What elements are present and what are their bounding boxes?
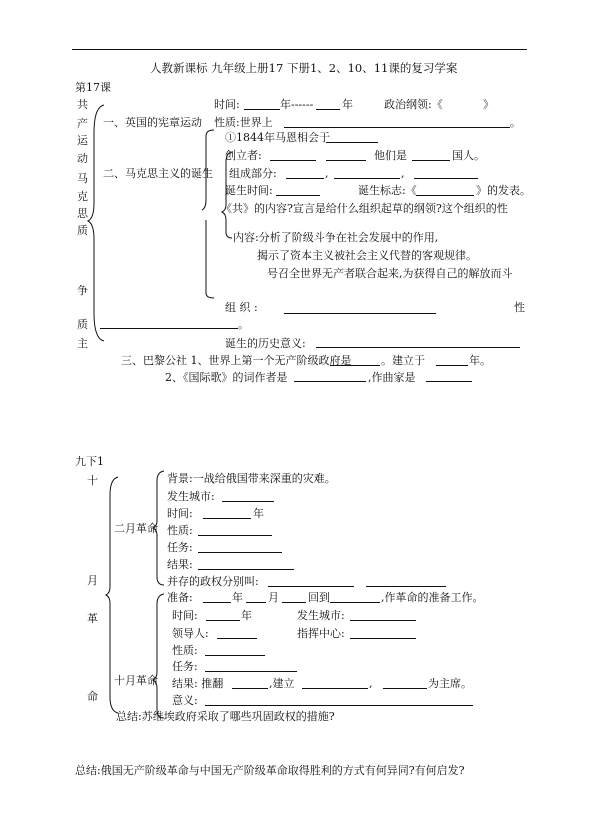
feb-task: 任务: [167,541,193,554]
feb-city-blank[interactable] [222,501,274,502]
vertical-char: 共 [77,98,88,111]
page-title: 人教新课标 九年级上册17 下册1、2、10、11课的复习学案 [150,61,458,75]
item2-org-blank[interactable] [284,313,436,314]
item2-birth-mark-blank[interactable] [416,195,474,196]
vertical-char: 质 [77,224,88,237]
item4-label: 2、《国际歌》的词作者是 [165,371,288,384]
item1-program-close: 》 [483,98,494,111]
item3-year-blank[interactable] [436,365,468,366]
oct-prep-day-blank[interactable] [282,602,306,603]
item4-lyricist-blank[interactable] [294,381,366,382]
oct-command-blank[interactable] [350,638,416,639]
item1-program-label: 政治纲领:《 [384,98,443,111]
feb-background: 背景:一战给俄国带来深重的灾难。 [167,472,336,485]
vertical-char: 月 [87,574,98,587]
feb-nature-blank[interactable] [198,535,272,536]
oct-nature-blank[interactable] [205,655,265,656]
header-rule [72,49,527,50]
vertical-char: 马 [77,172,88,185]
item1-nature-blank[interactable] [284,127,510,128]
vertical-char: 命 [87,690,98,703]
feb-result-blank[interactable] [198,569,294,570]
oct-leader: 领导人: [172,627,209,640]
oct-leader-blank[interactable] [217,638,257,639]
item4-composer-blank[interactable] [426,381,472,382]
brace-lesson17 [88,103,108,343]
item3-label: 三、巴黎公社 1、世界上第一个无产阶级政府是 [121,354,352,367]
lesson-down1-heading: 九下1 [75,455,104,468]
item2-comma1: , [325,167,329,180]
final-summary: 总结:俄国无产阶级革命与中国无产阶级革命取得胜利的方式有何异同?有何启发? [75,764,465,777]
oct-return: 回到 [308,591,330,604]
item1-time-label: 时间: [214,98,240,111]
feb-power2-blank[interactable] [366,586,446,587]
item2-significance-blank[interactable] [316,347,520,348]
item2-parts: 组成部分: [229,167,277,180]
vertical-char: 产 [77,117,88,130]
oct-time-blank[interactable] [206,620,240,621]
feb-year: 年 [253,507,264,520]
item2-comma2: , [401,167,405,180]
oct-establish-blank[interactable] [302,688,368,689]
oct-result: 结果: 推翻 [172,677,224,690]
item2-publish: 》的发表。 [476,184,531,197]
vertical-char: 动 [77,152,88,165]
item2-founders: 创立者: [225,149,262,162]
feb-dual-power: 并存的政权分别叫: [167,575,259,588]
oct-overthrow-blank[interactable] [232,688,268,689]
vertical-char: 运 [77,134,88,147]
vertical-char: 主 [77,337,88,350]
vertical-char: 争 [77,284,88,297]
oct-nature: 性质: [172,644,198,657]
vertical-char: 思 [77,207,88,220]
item2-they-are: 他们是 [374,149,407,162]
feb-task-blank[interactable] [198,552,282,553]
item4-composer: ,作曲家是 [368,371,416,384]
oct-prep-month-blank[interactable] [246,602,266,603]
feb-time-blank[interactable] [203,518,251,519]
oct-prep-year: 年 [232,591,243,604]
vertical-char: 质 [77,318,88,331]
oct-label: 十月革命 [114,674,158,687]
oct-prep-end: ,作革命的准备工作。 [381,591,484,604]
item2-nationality: 国人。 [452,149,485,162]
oct-chairman: 为主席。 [428,677,472,690]
vertical-char: 革 [87,612,98,625]
feb-label: 二月革命 [114,522,158,535]
item2-founder2-blank[interactable] [326,160,366,161]
item2-org-nature: 性 [514,301,525,314]
item2-content-question: 《共》的内容?宣言是给什么组织起草的纲领?这个组织的性 [221,202,508,215]
feb-result: 结果: [167,558,193,571]
vertical-char: 克 [77,190,88,203]
item2-birth-mark: 诞生标志:《 [358,184,417,197]
oct-prep-month: 月 [268,591,279,604]
vertical-char: 十 [87,474,98,487]
oct-time-year: 年 [241,609,252,622]
oct-return-blank[interactable] [330,602,380,603]
oct-meaning-blank[interactable] [205,705,473,706]
oct-comma: , [369,677,373,690]
feb-power1-blank[interactable] [268,586,354,587]
item2-meet: ①1844年马恩相会于 [225,131,330,144]
oct-prep: 准备: [167,591,193,604]
feb-city: 发生城市: [167,490,215,503]
item2-nature-blank[interactable] [100,328,238,329]
oct-city-blank[interactable] [350,620,416,621]
vertical-label: 二、马克思主义的诞生 [103,167,213,180]
item2-part3-blank[interactable] [414,178,478,179]
brace-oct [152,592,166,720]
item1-period: 。 [510,116,521,129]
item2-part2-blank[interactable] [334,178,400,179]
oct-meaning: 意义: [172,694,198,707]
item2-nationality-blank[interactable] [412,160,450,161]
item1-nature-label: 性质:世界上 [214,116,273,129]
feb-time: 时间: [167,507,193,520]
item3-gov-blank[interactable] [330,365,380,366]
item2-content-3: 号召全世界无产者联合起来,为获得自己的解放而斗 [267,267,513,280]
item1-label: 一、英国的宪章运动 [103,116,202,129]
item1-year2-blank[interactable] [316,109,340,110]
oct-establish: ,建立 [269,677,295,690]
feb-nature: 性质: [167,524,193,537]
item2-part1-blank[interactable] [286,178,324,179]
lesson-17-heading: 第17课 [75,81,111,94]
down1-summary: 总结:苏维埃政府采取了哪些巩固政权的措施? [116,710,335,723]
item1-year2-label: 年 [342,98,353,111]
oct-task-blank[interactable] [205,671,297,672]
item1-year1-label: 年------ [280,98,314,111]
item2-founder1-blank[interactable] [270,160,316,161]
item2-birth-time: 诞生时间: [225,184,273,197]
item2-content-2: 揭示了资本主义被社会主义代替的客观规律。 [257,249,477,262]
item3-year: 年。 [469,354,491,367]
oct-command: 指挥中心: [297,627,345,640]
oct-prep-year-blank[interactable] [203,602,231,603]
item2-birth-time-blank[interactable] [276,195,320,196]
item2-meet-blank[interactable] [326,142,378,143]
item3-founded: 。建立于 [381,354,425,367]
oct-time: 时间: [172,609,198,622]
item2-org: 组 织 : [225,301,258,314]
oct-chairman-blank[interactable] [383,688,427,689]
oct-task: 任务: [172,660,198,673]
oct-city: 发生城市: [297,609,345,622]
item2-nature-period: 。 [238,318,249,331]
item1-year1-blank[interactable] [244,109,280,110]
item2-content-1: 内容:分析了阶级斗争在社会发展中的作用, [233,231,439,244]
item2-significance: 诞生的历史意义: [225,337,306,350]
